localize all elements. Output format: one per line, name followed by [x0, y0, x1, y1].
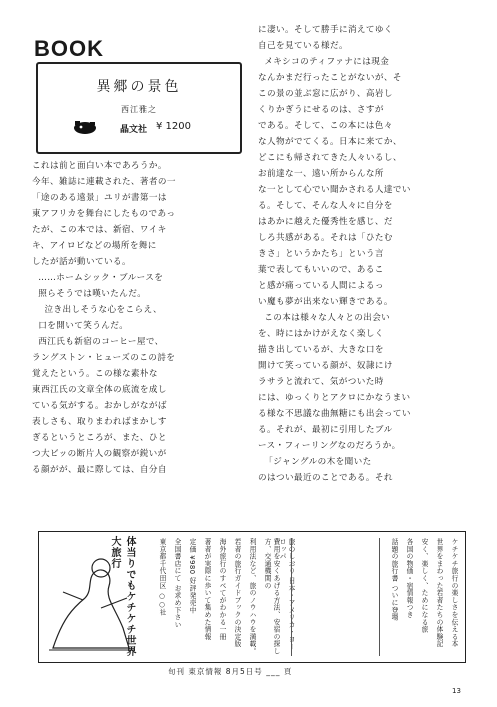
text-line: メキシコのティファナには現金: [258, 57, 390, 67]
text-line: な一として心でい聞かされる人達でい: [258, 185, 411, 195]
source-caption: 旬刊 東京情報 8月5日号 ___ 頁: [168, 667, 293, 676]
text-line: のはつい最近のことである。それ: [258, 473, 393, 483]
ad-text-column: 東京都千代田区 ○○社: [158, 538, 166, 617]
text-line: 東アフリカを舞台にしたものであっ: [32, 209, 176, 219]
text-line: 描き出しているが、大きな口を: [258, 345, 384, 355]
text-line: 「ジャングルの木を聞いた: [258, 457, 372, 467]
text-line: つ大ビッの断片人の観察が鋭いが: [32, 449, 167, 459]
text-line: 表しさも、取りまわればまかしす: [32, 417, 167, 427]
text-line: 開けて笑っている顔が、奴隷にけ: [258, 361, 393, 371]
text-line: なんかまだ行ったことがないが、そ: [258, 73, 402, 83]
text-line: これは前と面白い本であろうか。: [32, 161, 167, 171]
book-author: 西江雅之: [121, 105, 157, 114]
text-line: い魔も夢が出来ない輝きである。: [258, 297, 393, 307]
page-number: 13: [452, 687, 461, 695]
book-publisher: 晶文社: [120, 125, 148, 135]
ad-text-column: 世界をまわった若者たちの体験記: [435, 538, 443, 648]
text-line: ラサラと流れて、気がついた時: [258, 377, 384, 387]
ad-divider: [379, 538, 380, 656]
ad-text-column: 著者が実際に歩いて集めた情報: [203, 538, 211, 641]
text-line: しろ共感がある。それは「ひたむ: [258, 233, 393, 243]
book-title: 異郷の景色: [96, 79, 182, 95]
publisher-logo-icon: [72, 119, 98, 135]
review-box: [36, 62, 242, 154]
text-line: きさ」というかたち」という言: [258, 249, 384, 259]
text-line: と感が痛っている人間によるっ: [258, 281, 384, 291]
text-line: たが、この本では、新宿、ワイキ: [32, 225, 167, 235]
text-line: ぎるというところが、また、ひと: [32, 433, 167, 443]
ad-text-column: 費用を安くあげる方法、安宿の探し方、交通機関の: [263, 538, 280, 655]
ad-title: 体当りでもケチケチ世界大旅行: [109, 536, 135, 657]
ad-divider: [291, 538, 292, 656]
text-line: はあかに越えた優秀性を感じ、だ: [258, 217, 393, 227]
text-line: この本は様々な人々との出会い: [258, 313, 391, 323]
text-line: 覚えたという。この様な素朴な: [32, 369, 158, 379]
ad-text-column: 若者の旅行ガイドブックの決定版: [233, 538, 241, 648]
text-line: る。そして、そんな人々に自分を: [258, 201, 393, 211]
ad-text-column: 海外旅行のすべてがわかる一冊: [218, 538, 226, 641]
text-line: ている気がする。おかしがながば: [32, 401, 167, 411]
text-line: 泣き出しそうな心をこらえ、: [32, 305, 162, 315]
text-line: に凄い。そして勝手に消えてゆく: [258, 25, 393, 35]
text-line: キ、アイロビなどの場所を舞に: [32, 241, 157, 251]
text-line: 「途のある遠景」ユリが書第一は: [32, 193, 167, 203]
text-line: したが話が動いている。: [32, 257, 131, 267]
review-text-left: [32, 158, 242, 478]
review-text-right: [258, 22, 468, 486]
ad-text-column: 話題の旅行書 ついに登場: [390, 538, 398, 621]
text-line: お前達な一、遠い所からんな所: [258, 169, 384, 179]
text-line: ラングストン・ヒューズのこの詩を: [32, 353, 176, 363]
text-line: ース・フィーリングなのだろうか。: [258, 441, 401, 451]
text-line: 今年、雑誌に連載された、著者の一: [32, 177, 176, 187]
book-price: ¥ 1200: [156, 121, 191, 132]
text-line: を、時にはかけがえなく楽しく: [258, 329, 384, 339]
text-line: 照らそうでは嘆いたんだ。: [32, 289, 147, 299]
text-line: る様な不思議な曲無糖にも出会ってい: [258, 409, 411, 419]
text-line: 口を開いて笑うんだ。: [32, 321, 129, 331]
text-line: な人物がでてくる。日本に来てか、: [258, 137, 402, 147]
ad-text-column: 安く、楽しく、ためになる旅: [420, 538, 428, 633]
text-line: ……ホームシック・ブルースを: [32, 273, 164, 283]
text-line: 東西江氏の文章全体の底流を成し: [32, 385, 167, 395]
text-line: 自己を見ている様だ。: [258, 41, 348, 51]
text-line: である。そして、この本には色々: [258, 121, 393, 131]
text-line: 葉で表してもいいので、あるこ: [258, 265, 384, 275]
text-line: には、ゆっくりとアクロにかなうまい: [258, 393, 411, 403]
text-line: る。それが、最初に引用したブル: [258, 425, 393, 435]
text-line: 西江氏も新宿のコーヒー屋で、: [32, 337, 164, 347]
text-line: る顔がが、最に際しては、自分自: [32, 465, 167, 475]
text-line: どこにも帰されてきた人々いるし、: [258, 153, 402, 163]
ad-text-column: 各国の物価・宿情報つき: [405, 538, 413, 619]
text-line: くりかぎうにせるのは、さすが: [258, 105, 384, 115]
ad-text-column: 定価 ¥980 好評発売中: [188, 538, 196, 614]
ad-text-column: 全国書店にて お求め下さい: [173, 538, 181, 629]
ad-text-column: ケチケチ旅行の楽しさを伝える本: [450, 538, 458, 648]
text-line: この景の並ぶ窓に広がり、高岩し: [258, 89, 393, 99]
advertisement-box: [38, 531, 466, 663]
ad-text-column: 旅のしおり 日本・アメリカ・ヨーロッパ: [278, 538, 295, 651]
ad-text-column: 利用法など、旅のノウハウを満載。: [248, 538, 256, 655]
section-heading: BOOK: [34, 36, 104, 61]
